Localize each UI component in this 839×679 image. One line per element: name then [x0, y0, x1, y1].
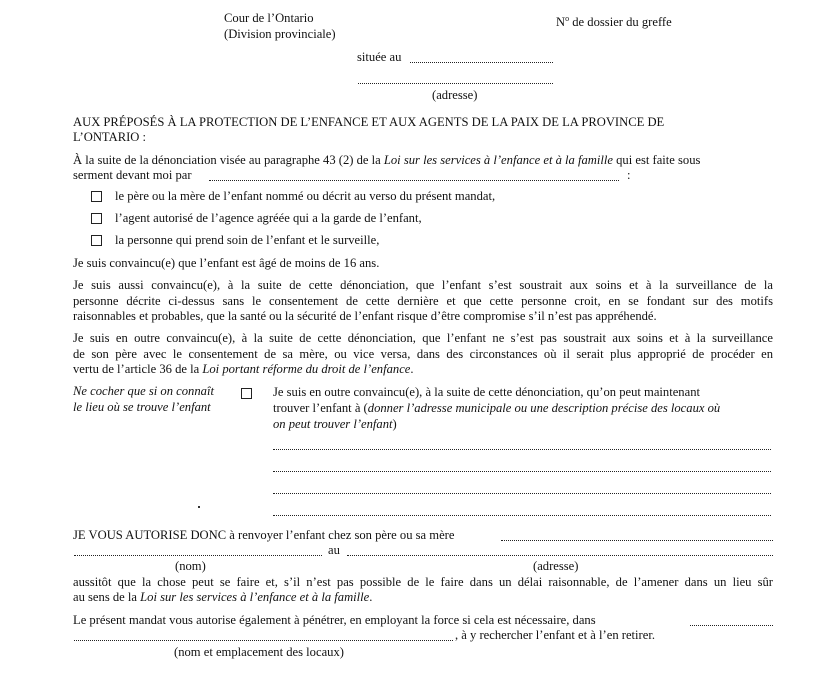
side-note-line1 — [73, 384, 214, 399]
authorize-law: Loi sur les services à l’enfance et à la famille — [140, 590, 370, 604]
age-statement: Je suis convaincu(e) que l’enfant est âgé de moins de 16 ans. — [73, 256, 380, 270]
parent-name-field-cont[interactable] — [74, 555, 322, 556]
side-note-text2: le lieu où se trouve l’enfant — [73, 400, 211, 414]
court-name: Cour de l’Ontario — [224, 11, 314, 25]
authorize-line1: JE VOUS AUTORISE DONC à renvoyer l’enfant chez son père ou sa mère — [73, 528, 455, 542]
para-fm-end: . — [410, 362, 414, 376]
para-father-mother-line3 — [73, 362, 414, 377]
deponent-field[interactable] — [209, 180, 619, 181]
side-note-line2 — [73, 400, 211, 415]
au-label: au — [328, 543, 340, 557]
para-withdrawn-line3: raisonnables et probables, que la santé ou la sécurité de l’enfant risque d’être compromise s’il n’est pas appréhendé. — [73, 309, 657, 323]
adresse-caption: (adresse) — [533, 559, 579, 573]
para-father-mother-line1: Je suis en outre convaincu(e), à la suite de cette dénonciation, que l’enfant ne s’est pas soustrait aux soins et à la surveillance — [73, 331, 773, 345]
para-withdrawn-line2: personne décrite ci-dessus sans le consentement de cette dernière et que cette personne croit, en se fondant sur des motifs — [73, 294, 773, 308]
option-agent-label: l’agent autorisé de l’agence agréée qui a la garde de l’enfant, — [115, 211, 422, 225]
enter-line2: , à y rechercher l’enfant et à l’en retirer. — [455, 628, 655, 642]
enter-line1: Le présent mandat vous autorise également à pénétrer, en employant la force si cela est nécessaire, dans — [73, 613, 596, 627]
intro-text-2: qui est faite sous — [612, 153, 701, 167]
location-field-line4[interactable] — [273, 515, 771, 516]
nom-caption: (nom) — [175, 559, 206, 573]
parent-address-field[interactable] — [347, 555, 773, 556]
file-number-label: $N^o$ de dossier du greffe — [556, 14, 672, 30]
location-line2-italic: donner l’adresse municipale ou une description précise des locaux où — [367, 401, 721, 415]
intro-colon: : — [627, 168, 631, 182]
side-note-text1: Ne cocher que si on connaît — [73, 384, 214, 398]
intro-law-name: Loi sur les services à l’enfance et à la famille — [383, 153, 613, 167]
para-withdrawn-line1: Je suis aussi convaincu(e), à la suite de cette dénonciation, que l’enfant s’est soustrait aux soins et à la surveillance de la — [73, 278, 773, 292]
intro-line2: serment devant moi par — [73, 168, 192, 182]
authorize-line4-text: au sens de la — [73, 590, 141, 604]
location-line1: Je suis en outre convaincu(e), à la suite de cette dénonciation, qu’on peut maintenant — [273, 385, 700, 399]
location-known-checkbox[interactable] — [241, 388, 252, 399]
authorize-line4 — [73, 590, 372, 605]
option-parent-checkbox[interactable] — [91, 191, 102, 202]
file-number-text: de dossier du greffe — [569, 15, 672, 30]
premises-caption: (nom et emplacement des locaux) — [174, 645, 344, 659]
premises-field-cont[interactable] — [74, 640, 453, 641]
location-line3-italic: on peut trouver l’enfant — [273, 417, 393, 431]
stray-mark — [198, 506, 200, 508]
premises-field[interactable] — [690, 625, 773, 626]
file-number-superscript: o — [565, 14, 570, 23]
para-fm-text: vertu de l’article 36 de la — [73, 362, 203, 376]
location-line3-end: ) — [392, 417, 397, 431]
location-field-line2[interactable] — [273, 471, 771, 472]
address-heading-line2: L’ONTARIO : — [73, 130, 147, 144]
para-fm-law: Loi portant réforme du droit de l’enfance — [202, 362, 411, 376]
address-heading-line1: AUX PRÉPOSÉS À LA PROTECTION DE L’ENFANCE ET AUX AGENTS DE LA PAIX DE LA PROVINCE DE — [73, 115, 665, 129]
intro-line1 — [73, 153, 700, 168]
situee-label: située au — [357, 50, 402, 64]
authorize-line4-end: . — [369, 590, 373, 604]
authorize-line3: aussitôt que la chose peut se faire et, s’il n’est pas possible de le faire dans un délai raisonnable, de l’amener dans un lieu sûr — [73, 575, 773, 589]
option-parent-label: le père ou la mère de l’enfant nommé ou décrit au verso du présent mandat, — [115, 189, 496, 203]
para-father-mother-line2: de son père avec le consentement de sa mère, ou vice versa, dans des circonstances où il serait plus approprié de procéder en — [73, 347, 773, 361]
parent-name-field[interactable] — [501, 540, 773, 541]
location-field-line1[interactable] — [273, 449, 771, 450]
option-caregiver-checkbox[interactable] — [91, 235, 102, 246]
court-division: (Division provinciale) — [224, 27, 336, 41]
location-line2 — [273, 401, 720, 416]
intro-text-1: À la suite de la dénonciation visée au paragraphe 43 (2) de la — [73, 153, 384, 167]
situee-field-line2[interactable] — [358, 83, 553, 84]
location-line3 — [273, 417, 397, 432]
location-field-line3[interactable] — [273, 493, 771, 494]
option-caregiver-label: la personne qui prend soin de l’enfant et le surveille, — [115, 233, 380, 247]
situee-address-caption: (adresse) — [432, 88, 478, 102]
option-agent-checkbox[interactable] — [91, 213, 102, 224]
situee-field-line1[interactable] — [410, 62, 553, 63]
location-line2-text: trouver l’enfant à ( — [273, 401, 368, 415]
